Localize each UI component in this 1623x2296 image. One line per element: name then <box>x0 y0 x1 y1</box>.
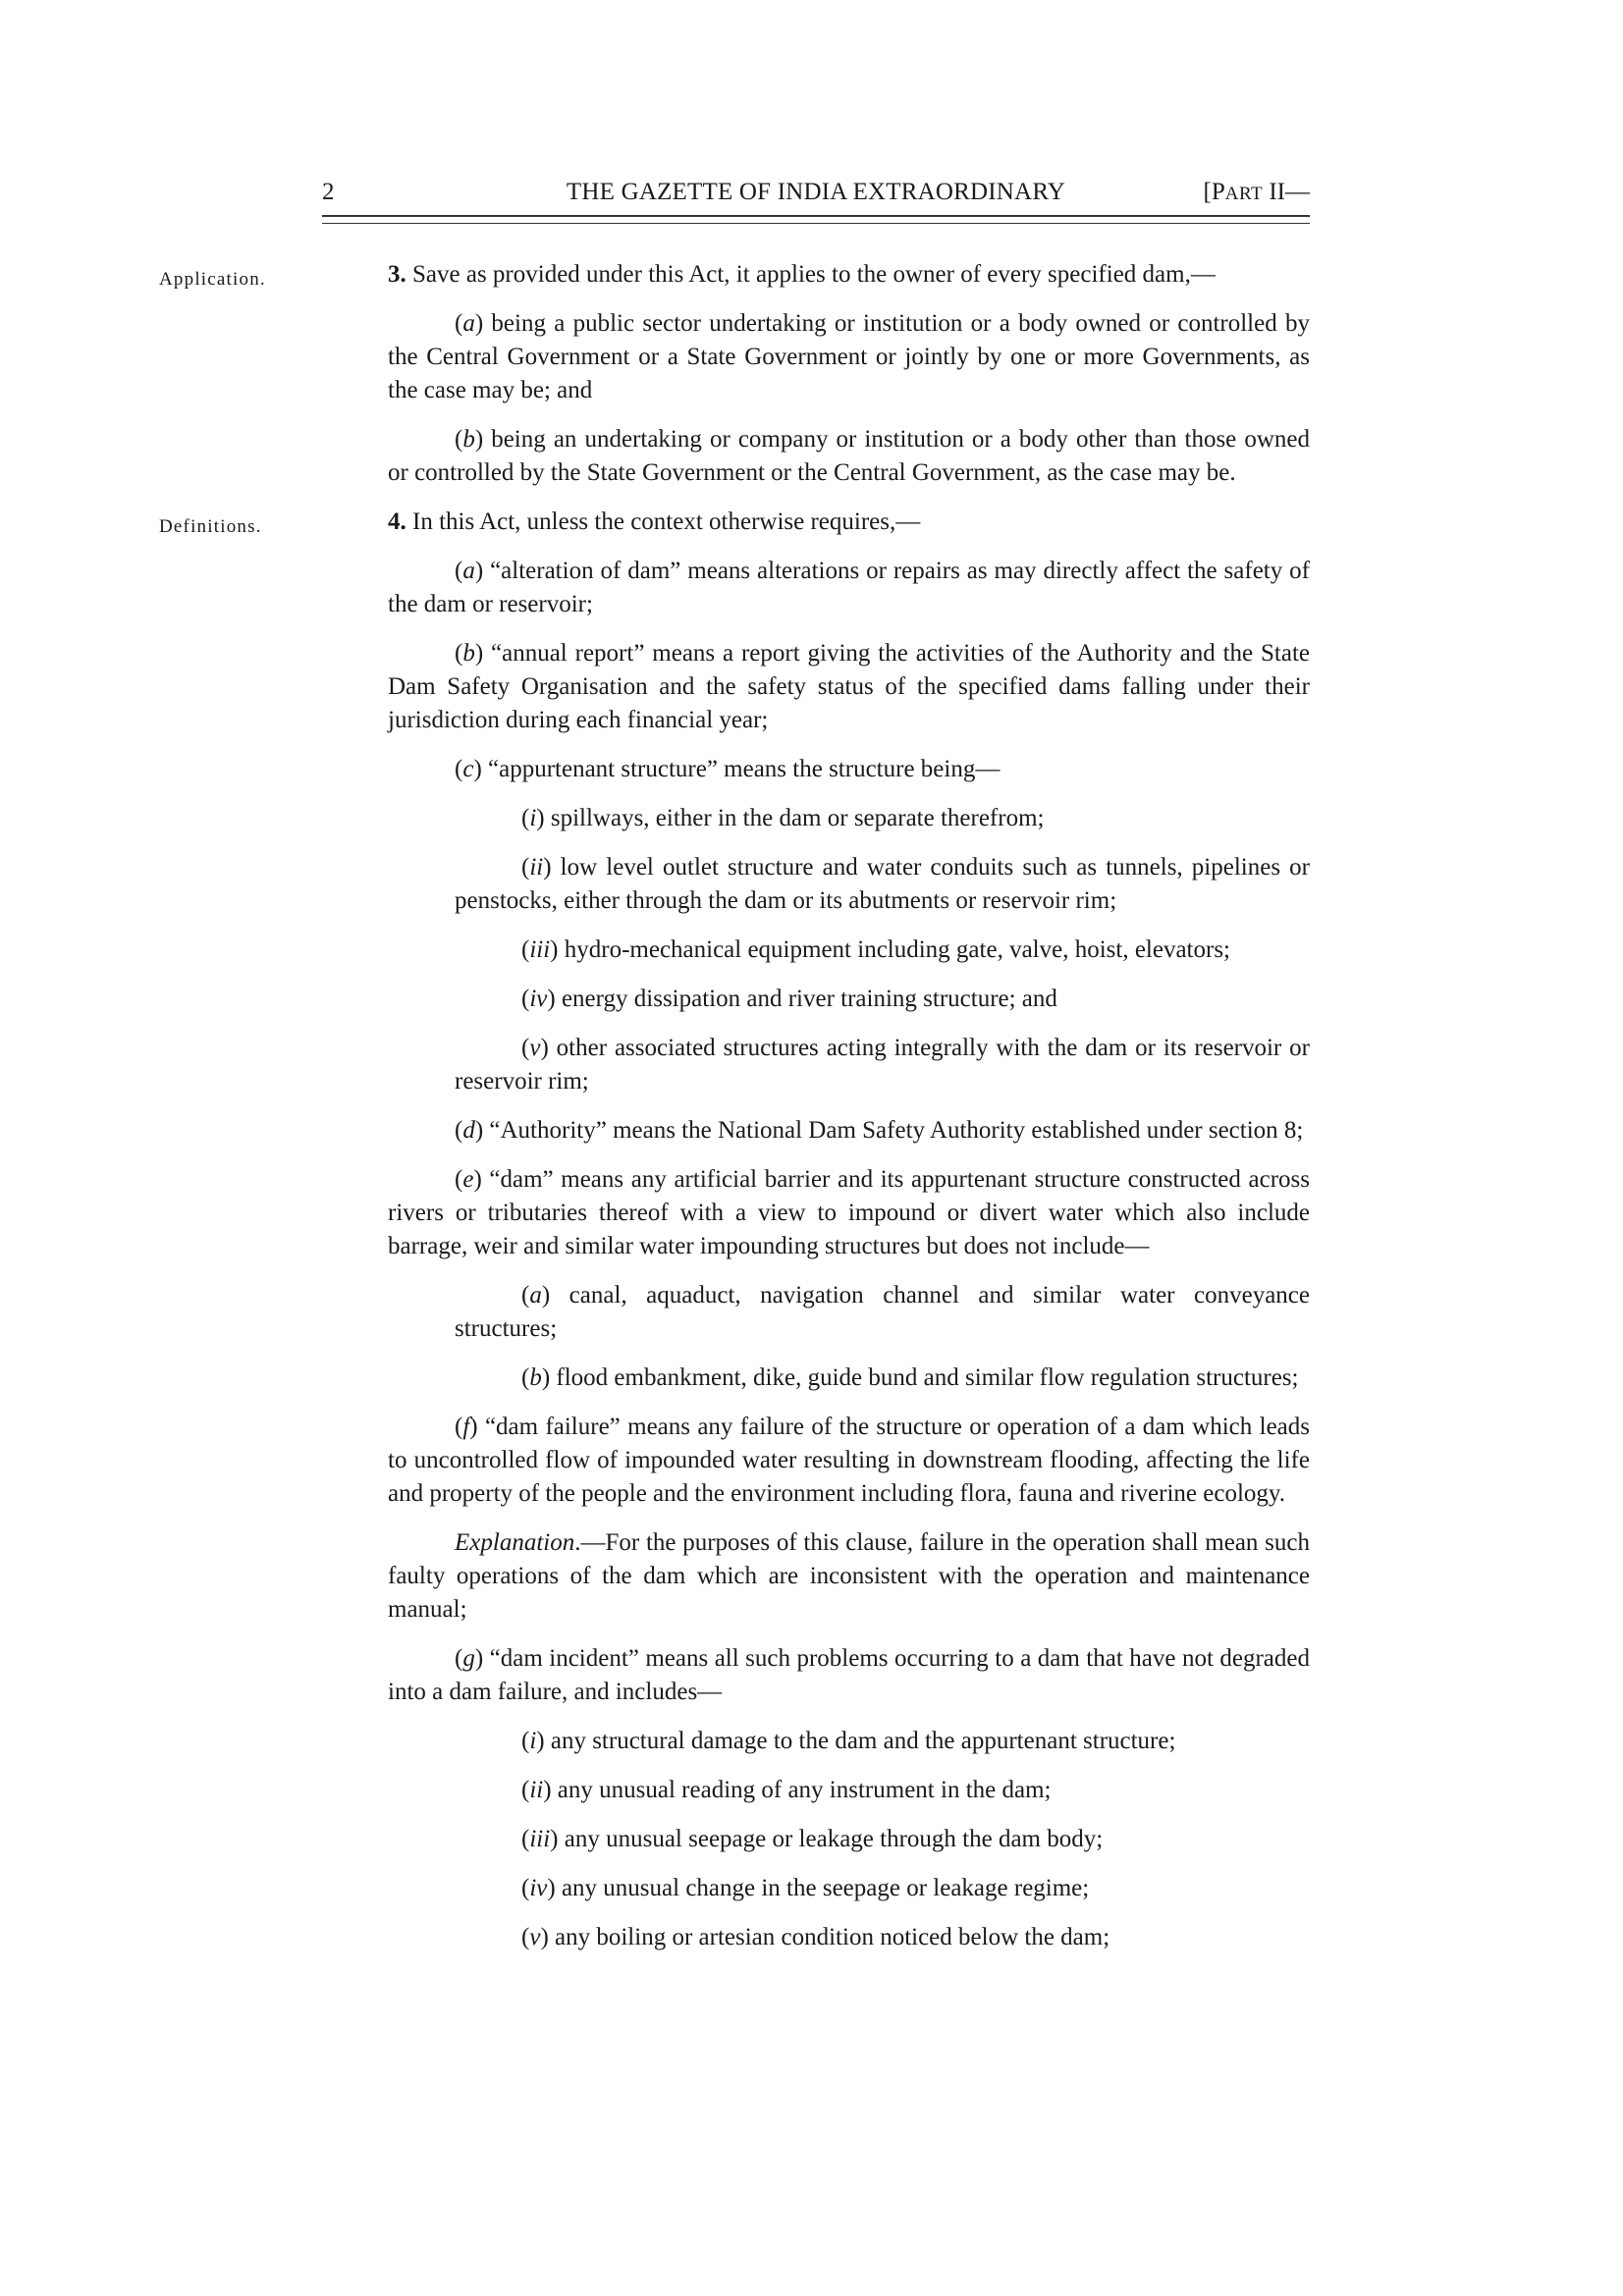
text-run: ( <box>455 1414 463 1440</box>
paragraph <box>455 1921 1310 1954</box>
italic-text: d <box>462 1117 475 1144</box>
text-run: ) any unusual change in the seepage or leakage regime; <box>547 1875 1090 1901</box>
paragraph <box>455 1032 1310 1098</box>
part-prefix: [P <box>1203 179 1225 205</box>
italic-text: c <box>462 756 474 782</box>
paragraph <box>388 753 1310 786</box>
text-run: ) any unusual reading of any instrument in the dam; <box>543 1777 1052 1803</box>
text-run: ( <box>455 1117 463 1144</box>
italic-text: v <box>529 1924 541 1950</box>
page-number: 2 <box>322 179 335 205</box>
paragraph <box>388 1163 1310 1263</box>
text-run: ) “appurtenant structure” means the structure being— <box>473 756 1001 782</box>
part-suffix: II— <box>1263 179 1310 205</box>
text-run: ( <box>455 640 463 667</box>
text-run: ( <box>521 1364 530 1391</box>
text-run: ( <box>521 1875 530 1901</box>
italic-text: b <box>529 1364 542 1391</box>
text-run: ) canal, aquaduct, navigation channel and similar water conveyance structures; <box>455 1282 1310 1342</box>
italic-text: iv <box>529 986 548 1012</box>
italic-text: iv <box>529 1875 548 1901</box>
italic-text: g <box>462 1645 475 1672</box>
text-run: ) being an undertaking or company or institution or a body other than those owned or controlled by the State Government or the Central Government, as the case may be. <box>388 426 1310 486</box>
page-header <box>322 173 1310 212</box>
text-run: ) any boiling or artesian condition noticed below the dam; <box>540 1924 1110 1950</box>
text-run: ) “alteration of dam” means alterations or repairs as may directly affect the safety of the dam or reservoir; <box>388 558 1310 617</box>
text-run: ( <box>455 558 463 584</box>
gazette-title: THE GAZETTE OF INDIA EXTRAORDINARY <box>566 179 1066 205</box>
text-run: ) any unusual seepage or leakage through the dam body; <box>550 1826 1104 1852</box>
paragraph <box>388 1411 1310 1511</box>
header-rule-thin <box>322 223 1310 224</box>
italic-text: i <box>529 1728 537 1754</box>
text-run: ( <box>455 756 463 782</box>
italic-text: Explanation <box>455 1529 575 1556</box>
text-run: ) low level outlet structure and water conduits such as tunnels, pipelines or penstocks, either through the dam or its abutments or reservoir rim; <box>455 854 1310 914</box>
text-run: ) “annual report” means a report giving the activities of the Authority and the State Dam Safety Organisation and the safety status of the specified dams falling under their jurisdiction during each financial year; <box>388 640 1310 733</box>
paragraph <box>455 851 1310 918</box>
paragraph <box>455 983 1310 1016</box>
text-run: ( <box>521 1728 530 1754</box>
italic-text: iii <box>529 936 551 963</box>
paragraph <box>455 1725 1310 1758</box>
text-run: ) “Authority” means the National Dam Safety Authority established under section 8; <box>474 1117 1304 1144</box>
part-label <box>1204 173 1311 214</box>
paragraph <box>388 307 1310 407</box>
italic-text: a <box>462 558 475 584</box>
paragraph <box>388 1642 1310 1709</box>
text-run: In this Act, unless the context otherwise requires,— <box>406 508 921 535</box>
text-run: ) other associated structures acting integrally with the dam or its reservoir or reservoir rim; <box>455 1035 1310 1095</box>
text-run: ( <box>455 1166 463 1193</box>
text-run: ) energy dissipation and river training structure; and <box>547 986 1057 1012</box>
text-run: ( <box>521 805 530 831</box>
paragraph <box>388 1114 1310 1148</box>
paragraph <box>455 802 1310 835</box>
italic-text: i <box>529 805 537 831</box>
italic-text: v <box>529 1035 541 1061</box>
text-run: ( <box>521 986 530 1012</box>
italic-text: f <box>462 1414 470 1440</box>
paragraph <box>159 258 1310 292</box>
text-run: ) “dam” means any artificial barrier and its appurtenant structure constructed across rivers or tributaries thereof with a view to impound or divert water which also include barrage, weir and similar water impounding structures but does not include— <box>388 1166 1310 1259</box>
section-number: 4. <box>388 508 406 535</box>
paragraph <box>455 1774 1310 1807</box>
text-run: ) flood embankment, dike, guide bund and similar flow regulation structures; <box>541 1364 1299 1391</box>
text-run: .—For the purposes of this clause, failure in the operation shall mean such faulty operations of the dam which are inconsistent with the operation and maintenance manual; <box>388 1529 1310 1623</box>
part-smallcaps: ART <box>1224 184 1264 204</box>
italic-text: ii <box>529 854 544 881</box>
margin-note-application: Application. <box>159 269 266 290</box>
text-run: ( <box>455 310 463 337</box>
paragraph <box>455 1823 1310 1856</box>
italic-text: e <box>462 1166 474 1193</box>
italic-text: b <box>462 426 475 453</box>
paragraph <box>388 1526 1310 1627</box>
text-run: ) any structural damage to the dam and the appurtenant structure; <box>536 1728 1176 1754</box>
paragraph <box>388 555 1310 621</box>
text-run: ) being a public sector undertaking or institution or a body owned or controlled by the Central Government or a State Government or jointly by one or more Governments, as the case may be; and <box>388 310 1310 403</box>
text-run: ) hydro-mechanical equipment including gate, valve, hoist, elevators; <box>550 936 1231 963</box>
text-run: ) “dam failure” means any failure of the structure or operation of a dam which leads to uncontrolled flow of impounded water resulting in downstream flooding, affecting the life and property of the people and the environment including flora, fauna and riverine ecology. <box>388 1414 1310 1507</box>
text-run: ) “dam incident” means all such problems occurring to a dam that have not degraded into a dam failure, and includes— <box>388 1645 1310 1705</box>
paragraph <box>388 637 1310 737</box>
margin-note-definitions: Definitions. <box>159 516 262 537</box>
text-run: ( <box>521 854 530 881</box>
paragraph <box>159 506 1310 539</box>
italic-text: b <box>462 640 475 667</box>
header-rule-thick <box>322 215 1310 217</box>
paragraph <box>455 1362 1310 1395</box>
text-run: ( <box>455 426 463 453</box>
text-run: ( <box>521 1035 530 1061</box>
section-number: 3. <box>388 261 406 288</box>
text-run: ( <box>521 1924 530 1950</box>
text-run: Save as provided under this Act, it applies to the owner of every specified dam,— <box>406 261 1216 288</box>
text-run: ( <box>521 936 530 963</box>
italic-text: iii <box>529 1826 551 1852</box>
italic-text: a <box>462 310 475 337</box>
italic-text: ii <box>529 1777 544 1803</box>
text-run: ( <box>455 1645 463 1672</box>
italic-text: a <box>529 1282 542 1308</box>
text-run: ) spillways, either in the dam or separate therefrom; <box>536 805 1045 831</box>
paragraph <box>455 934 1310 967</box>
paragraph <box>455 1872 1310 1905</box>
body-text <box>159 258 1310 1970</box>
text-run: ( <box>521 1282 530 1308</box>
text-run: ( <box>521 1826 530 1852</box>
text-run: ( <box>521 1777 530 1803</box>
paragraph <box>388 423 1310 490</box>
paragraph <box>455 1279 1310 1346</box>
